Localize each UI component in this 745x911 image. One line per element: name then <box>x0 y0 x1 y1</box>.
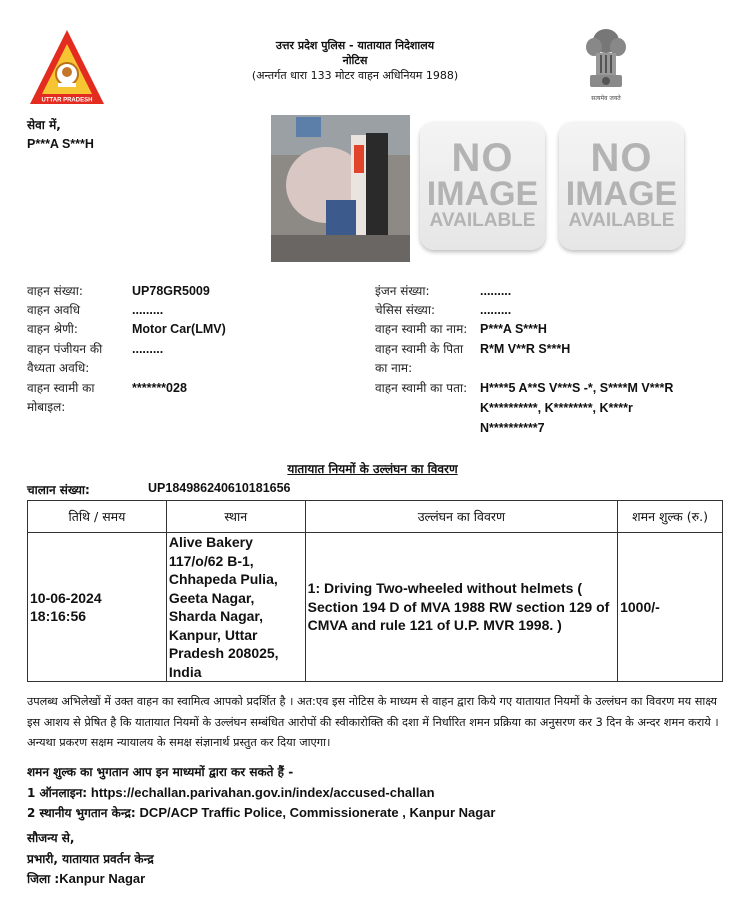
vehicle-number-value: UP78GR5009 <box>132 284 210 298</box>
salutation: सेवा में, <box>27 118 61 132</box>
cell-fine: 1000/- <box>618 533 723 682</box>
owner-address-line-3: N**********7 <box>480 421 545 435</box>
recipient-block <box>27 116 94 154</box>
traffic-directorate-logo <box>28 28 106 106</box>
column-header-description: उल्लंघन का विवरण <box>305 501 617 533</box>
registration-validity-value: ......... <box>132 342 164 356</box>
violation-date: 10-06-2024 <box>30 589 102 606</box>
payment-info <box>27 762 495 824</box>
district-label: जिला : <box>27 872 60 886</box>
no-image-text: AVAILABLE <box>568 210 675 231</box>
challan-number-value: UP184986240610181656 <box>148 481 291 495</box>
owner-address-line-1: H****5 A**S V***S -*, S****M V***R <box>480 381 674 395</box>
no-image-text: IMAGE <box>426 175 539 213</box>
chassis-number-value: ......... <box>480 303 512 317</box>
no-image-text: NO <box>451 136 514 180</box>
column-header-fine: शमन शुल्क (रु.) <box>618 501 723 533</box>
vehicle-class-label: वाहन श्रेणी: <box>27 322 78 336</box>
local-payment-label: 2 स्थानीय भुगतान केन्द्र: <box>27 806 136 820</box>
district-value: Kanpur Nagar <box>59 871 146 886</box>
emblem-caption: सत्यमेव जयते <box>591 95 621 102</box>
challan-number-label: चालान संख्या: <box>27 483 90 497</box>
no-image-text: AVAILABLE <box>429 210 536 231</box>
father-name-label-2: का नाम: <box>375 361 413 375</box>
svg-text:UTTAR PRADESH: UTTAR PRADESH <box>41 97 93 104</box>
online-payment-link[interactable]: https://echallan.parivahan.gov.in/index/accused-challan <box>90 784 435 800</box>
courtesy-text: सौजन्य से, <box>27 831 75 845</box>
vehicle-number-label: वाहन संख्या: <box>27 284 83 298</box>
online-payment-label: 1 ऑनलाइन: <box>27 785 88 800</box>
chassis-number-label: चेसिस संख्या: <box>375 303 436 317</box>
owner-mobile-value: *******028 <box>132 381 187 395</box>
column-header-place: स्थान <box>166 501 305 533</box>
table-header-row <box>28 501 723 533</box>
violation-section-heading: यातायात नियमों के उल्लंघन का विवरण <box>287 462 458 476</box>
vehicle-class-value: Motor Car(LMV) <box>132 322 226 336</box>
cell-date-time <box>28 533 167 682</box>
owner-mobile-label-2: मोबाइल: <box>27 400 66 414</box>
notice-title: नोटिस <box>342 54 368 67</box>
column-header-date-time: तिथि / समय <box>28 501 167 533</box>
notice-header <box>190 38 520 83</box>
vehicle-period-label: वाहन अवधि <box>27 303 80 317</box>
owner-name-label: वाहन स्वामी का नाम: <box>375 322 468 336</box>
national-emblem <box>578 25 634 105</box>
act-section-note: (अन्तर्गत धारा 133 मोटर वाहन अधिनियम 1988) <box>251 69 459 82</box>
no-image-text: NO <box>590 136 653 180</box>
owner-address-label: वाहन स्वामी का पता: <box>375 381 468 395</box>
local-payment-center: DCP/ACP Traffic Police, Commissionerate , Kanpur Nagar <box>139 805 496 820</box>
father-name-label: वाहन स्वामी के पिता <box>375 342 464 356</box>
owner-mobile-label: वाहन स्वामी का <box>27 381 95 395</box>
cell-place: Alive Bakery 117/o/62 B-1, Chhapeda Pulia, Geeta Nagar, Sharda Nagar, Kanpur, Uttar Pradesh 208025, India <box>166 533 305 682</box>
notice-paragraph: उपलब्ध अभिलेखों में उक्त वाहन का स्वामित्व आपको प्रदर्शित है । अत:एव इस नोटिस के माध्यम से वाहन द्वारा किये गए यातायात नियमों के उल्लंघन का विवरण मय साक्ष्य इस आशय से प्रेषित है कि यातायात नियमों के उल्लंघन सम्बंधित आरोपों की स्वीकारोक्ति की दशा में निर्धारित शमन प्रक्रिया का अनुसरण कर 3 दिन के अन्दर शमन कराये । अन्यथा प्रकरण सक्षम न्यायालय के समक्ष संज्ञानार्थ प्रस्तुत कर दिया जाएगा। <box>27 695 719 749</box>
payment-heading: शमन शुल्क का भुगतान आप इन माध्यमों द्वारा कर सकते हैं - <box>27 765 294 779</box>
violation-table <box>27 500 723 682</box>
registration-validity-label-2: वैध्यता अवधि: <box>27 361 90 375</box>
department-title: उत्तर प्रदेश पुलिस - यातायात निदेशालय <box>275 39 435 52</box>
no-image-placeholder <box>559 122 684 250</box>
engine-number-value: ......... <box>480 284 512 298</box>
officer-title: प्रभारी, यातायात प्रवर्तन केन्द्र <box>27 851 154 866</box>
vehicle-period-value: ......... <box>132 303 164 317</box>
table-row <box>28 533 723 682</box>
violation-time: 18:16:56 <box>30 608 87 624</box>
no-image-text: IMAGE <box>565 175 678 213</box>
father-name-value: R*M V**R S***H <box>480 342 571 356</box>
evidence-photo[interactable] <box>271 115 410 262</box>
signature-block <box>27 828 154 890</box>
cell-description: 1: Driving Two-wheeled without helmets ( Section 194 D of MVA 1988 RW section 129 of CMVA and rule 121 of U.P. MVR 1998. ) <box>305 533 617 682</box>
recipient-name: P***A S***H <box>27 137 94 151</box>
owner-name-value: P***A S***H <box>480 322 547 336</box>
engine-number-label: इंजन संख्या: <box>375 284 430 298</box>
owner-address-line-2: K**********, K********, K****r <box>480 401 633 415</box>
registration-validity-label: वाहन पंजीयन की <box>27 342 103 356</box>
no-image-placeholder <box>420 122 545 250</box>
